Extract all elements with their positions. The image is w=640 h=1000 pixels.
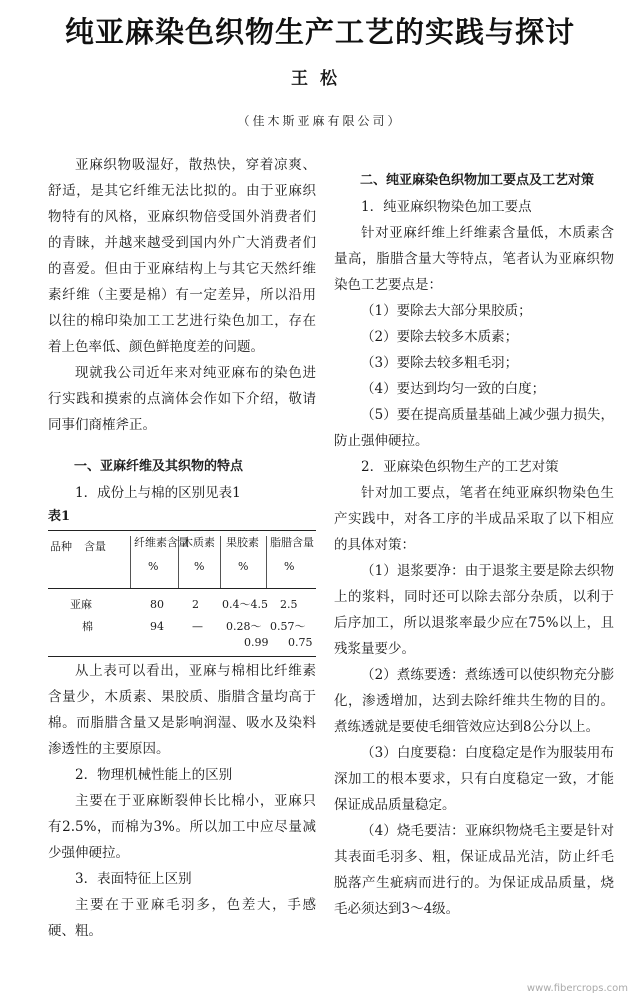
table-row2-cellulose: 94	[150, 620, 164, 633]
item-heading-2: 2．物理机械性能上的区别	[75, 767, 233, 783]
table-header-lignin: 木质素	[182, 536, 215, 549]
table-unit-lignin: %	[194, 560, 205, 573]
sub-1-text: 针对亚麻纤维上纤维素含量低，木质素含量高，脂腊含量大等特点，笔者认为亚麻织物染色工艺要点是：	[334, 225, 614, 293]
author-name: 王松	[291, 69, 349, 89]
table-row1-cellulose: 80	[150, 598, 164, 611]
table-row2-lignin: —	[192, 620, 203, 633]
sub-2-text: 针对加工要点，笔者在纯亚麻织物染色生产实践中，对各工序的半成品采取了以下相应的具体对策：	[334, 485, 614, 553]
table-analysis: 从上表可以看出，亚麻与棉相比纤维素含量少，木质素、果胶质、脂腊含量均高于棉。而脂腊含量又是影响润湿、吸水及染料渗透性的主要原因。	[48, 663, 316, 757]
intro-paragraph-1: 亚麻织物吸湿好，散热快，穿着凉爽、舒适，是其它纤维无法比拟的。由于亚麻织物特有的风格，亚麻织物倍受国外消费者们的青睐，并越来越受到国内外广大消费者们的喜爱。但由于亚麻结构上与其它天然纤维素纤维（主要是棉）有一定差异，所以沿用以往的棉印染加工工艺进行染色加工，存在着上色率低、颜色鲜艳度差的问题。	[48, 157, 316, 355]
table-row2-name: 棉	[82, 620, 93, 633]
right-column	[334, 168, 614, 922]
point-1: （1）要除去大部分果胶质；	[361, 303, 532, 319]
countermeasure-1: （1）退浆要净：由于退浆主要是除去织物上的浆料，同时还可以除去部分杂质，以利于后序加工，所以退浆率最少应在75%以上，且残浆量要少。	[334, 563, 614, 657]
site-watermark: www.fibercrops.com	[526, 983, 628, 994]
section-heading-1: 一、亚麻纤维及其织物的特点	[74, 459, 244, 474]
composition-table	[48, 530, 316, 658]
table-header-cellulose: 纤维素含量	[134, 536, 189, 549]
countermeasure-3: （3）白度要稳：白度稳定是作为服装用布深加工的根本要求，只有白度稳定一致，才能保证成品质量稳定。	[334, 745, 614, 813]
table-unit-pectin: %	[238, 560, 249, 573]
table-unit-cellulose: %	[148, 560, 159, 573]
table-header-pectin: 果胶素	[226, 536, 259, 549]
countermeasure-4: （4）烧毛要洁：亚麻织物烧毛主要是针对其表面毛羽多、粗，保证成品光洁，防止纤毛脱落产生疵病而进行的。为保证成品质量，烧毛必须达到3～4级。	[334, 823, 614, 917]
point-5: （5）要在提高质量基础上减少强力损失，防止强伸硬拉。	[334, 407, 614, 449]
sub-heading-1: 1．纯亚麻织物染色加工要点	[361, 199, 532, 215]
point-3: （3）要除去较多粗毛羽；	[361, 355, 519, 371]
item-3-text: 主要在于亚麻毛羽多，色差大，手感硬、粗。	[48, 897, 316, 939]
item-heading-3: 3．表面特征上区别	[75, 871, 192, 887]
point-4: （4）要达到均匀一致的白度；	[361, 381, 546, 397]
table-row1-lignin: 2	[192, 598, 199, 611]
affiliation: （佳木斯亚麻有限公司）	[237, 114, 403, 128]
table-row2-pectin-min: 0.28～	[226, 620, 262, 633]
table-header-content: 含量	[84, 540, 106, 553]
item-2-text: 主要在于亚麻断裂伸长比棉小，亚麻只有2.5%，而棉为3%。所以加工中应尽量减少强伸硬拉。	[48, 793, 316, 861]
table-row1-pectin: 0.4～4.5	[222, 598, 268, 611]
left-column	[48, 152, 316, 944]
table-header-wax: 脂腊含量	[270, 536, 314, 549]
point-2: （2）要除去较多木质素；	[361, 329, 519, 345]
table-row2-wax-max: 0.75	[288, 636, 313, 649]
article-title: 纯亚麻染色织物生产工艺的实践与探讨	[64, 15, 575, 49]
table-row2-wax-min: 0.57～	[270, 620, 306, 633]
table-label: 表1	[48, 509, 71, 524]
table-row2-pectin-max: 0.99	[244, 636, 269, 649]
sub-heading-2: 2．亚麻染色织物生产的工艺对策	[361, 459, 559, 475]
section-heading-2: 二、纯亚麻染色织物加工要点及工艺对策	[360, 173, 595, 188]
table-unit-wax: %	[284, 560, 295, 573]
countermeasure-2: （2）煮练要透：煮练透可以使织物充分膨化，渗透增加，达到去除纤维共生物的目的。煮练透就是要使毛细管效应达到8公分以上。	[334, 667, 614, 735]
table-row1-name: 亚麻	[70, 598, 92, 611]
table-row1-wax: 2.5	[280, 598, 298, 611]
intro-paragraph-2: 现就我公司近年来对纯亚麻布的染色进行实践和摸索的点滴体会作如下介绍，敬请同事们商榷斧正。	[48, 365, 316, 433]
table-header-product: 品种	[50, 540, 72, 553]
item-heading-1: 1．成份上与棉的区别见表1	[75, 485, 241, 501]
